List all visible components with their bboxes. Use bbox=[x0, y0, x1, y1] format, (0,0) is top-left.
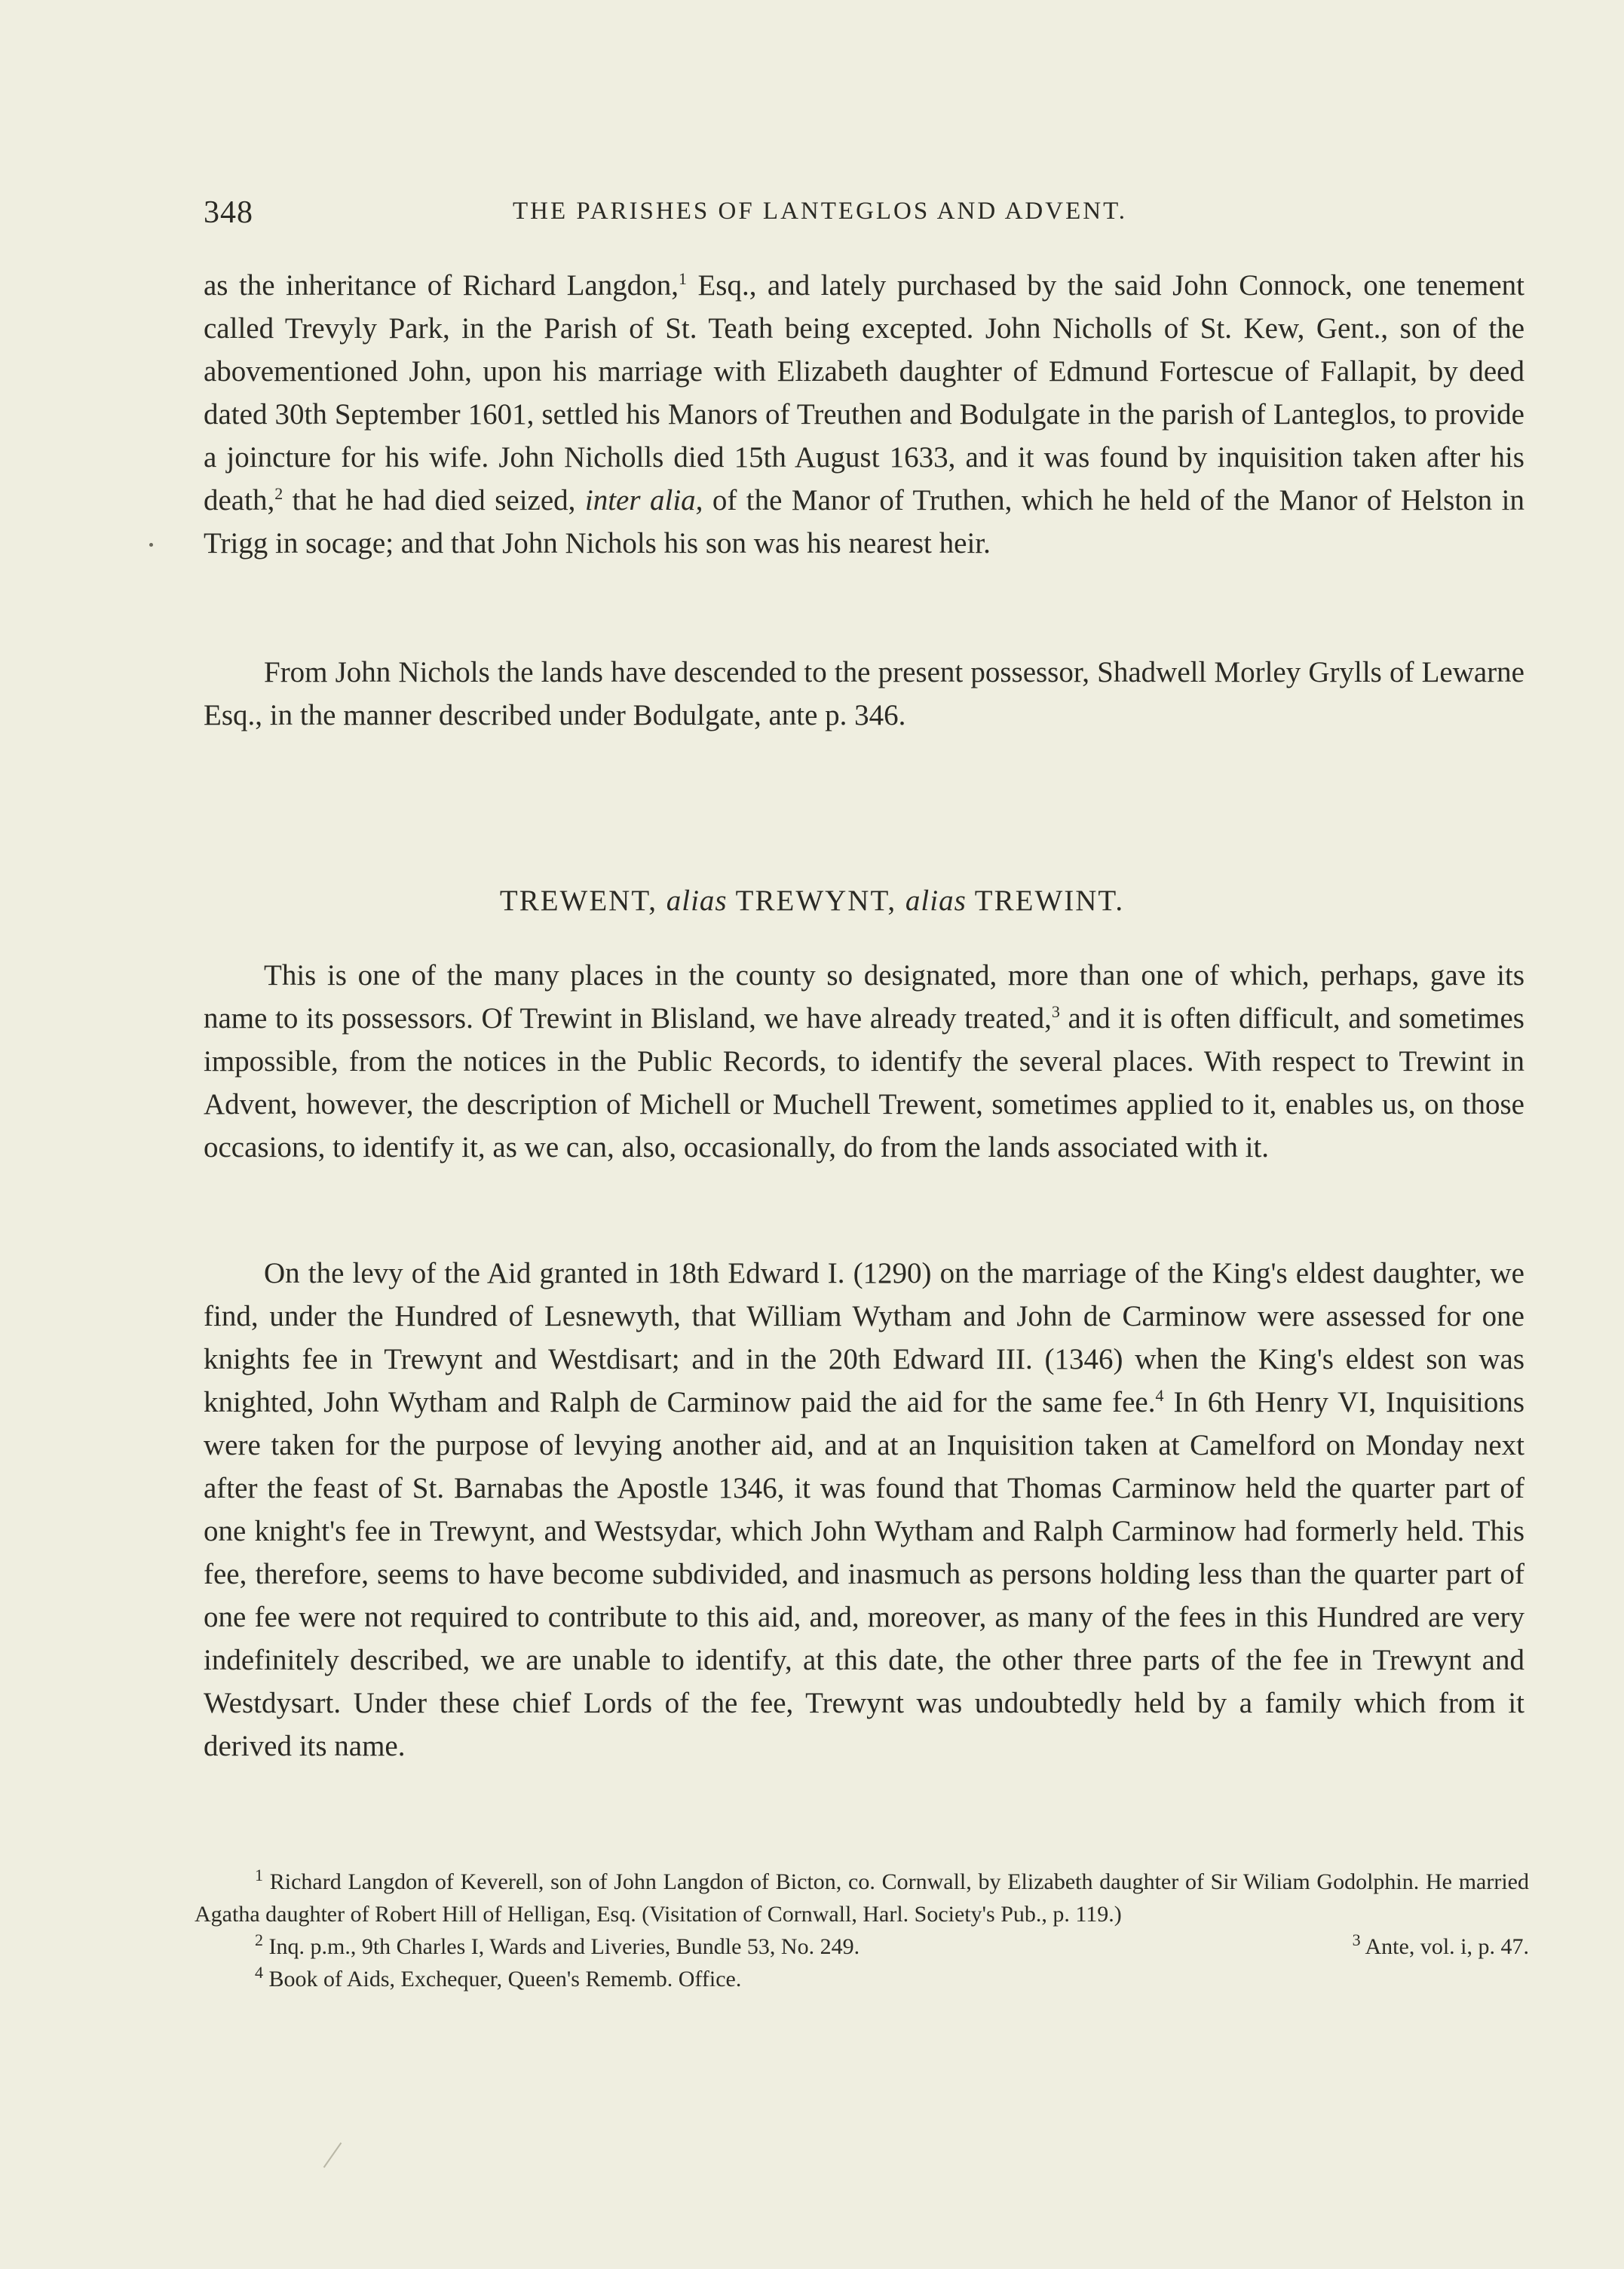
footnote-ref-3: 3 bbox=[1051, 1002, 1060, 1021]
page-number: 348 bbox=[204, 195, 253, 230]
paragraph-descent: From John Nichols the lands have descended to the present possessor, Shadwell Morley Grylls of Lewarne Esq., in the manner described under Bodulgate, ante p. 346. bbox=[204, 656, 1524, 731]
footnote-3: $^3$ Ante, vol. i, p. 47. bbox=[1352, 1930, 1529, 1959]
running-title: THE PARISHES OF LANTEGLOS AND ADVENT. bbox=[513, 198, 1128, 225]
footnote-1: $^1$ Richard Langdon of Keverell, son of John Langdon of Bicton, co. Cornwall, by Elizabeth daughter of Sir Wiliam Godolphin. He married Agatha daughter of Robert Hill of Helligan, Esq. (Visitation of Cornwall, Harl. Society's Pub., p. 119.) bbox=[195, 1866, 1529, 1927]
section-heading: TREWENT, alias TREWYNT, alias TREWINT. bbox=[499, 885, 1125, 917]
margin-dot bbox=[149, 543, 153, 547]
footnote-4: $^4$ Book of Aids, Exchequer, Queen's Rememb. Office. bbox=[255, 1963, 742, 1992]
footnote-ref-1: 1 bbox=[678, 269, 687, 288]
footnotes bbox=[195, 1866, 1529, 1995]
stray-mark bbox=[323, 2142, 342, 2168]
footnote-ref-4: 4 bbox=[1155, 1386, 1164, 1405]
paragraph-aid-levy: On the levy of the Aid granted in 18th Edward I. (1290) on the marriage of the King's eldest daughter, we find, under the Hundred of Lesnewyth, that William Wytham and John de Carminow were assessed for one knights fee in Trewynt and Westdisart; and in the 20th Edward III. (1346) when the King's eldest son was knighted, John Wytham and Ralph de Carminow paid the aid for the same fee.$^4$ In 6th Henry VI, Inquisitions were taken for the purpose of levying another aid, and at an Inquisition taken at Camelford on Monday next after the feast of St. Barnabas the Apostle 1346, it was found that Thomas Carminow held the quarter part of one knight's fee in Trewynt, and Westsydar, which John Wytham and Ralph Carminow had formerly held. This fee, therefore, seems to have become subdivided, and inasmuch as persons holding less than the quarter part of one fee were not required to contribute to this aid, and, moreover, as many of the fees in this Hundred are very indefinitely described, we are unable to identify, at this date, the other three parts of the fee in Trewynt and Westdysart. Under these chief Lords of the fee, Trewynt was undoubtedly held by a family which from it derived its name. bbox=[204, 1257, 1524, 1762]
paragraph-trewint-intro: This is one of the many places in the county so designated, more than one of which, perhaps, gave its name to its possessors. Of Trewint in Blisland, we have already treated,$^3$ and it is often difficult, and sometimes impossible, from the notices in the Public Records, to identify the several places. With respect to Trewint in Advent, however, the description of Michell or Muchell Trewent, sometimes applied to it, enables us, on those occasions, to identify it, as we can, also, occasionally, do from the lands associated with it. bbox=[204, 959, 1524, 1164]
page-header bbox=[204, 195, 1531, 240]
footnote-row-2-3 bbox=[195, 1930, 1529, 1963]
footnote-ref-2: 2 bbox=[274, 484, 283, 503]
paragraph-continuation: as the inheritance of Richard Langdon,$^1$ Esq., and lately purchased by the said John Connock, one tenement called Trevyly Park, in the Parish of St. Teath being excepted. John Nicholls of St. Kew, Gent., son of the abovementioned John, upon his marriage with Elizabeth daughter of Edmund Fortescue of Fallapit, by deed dated 30th September 1601, settled his Manors of Treuthen and Bodulgate in the parish of Lanteglos, to provide a joincture for his wife. John Nicholls died 15th August 1633, and it was found by inquisition taken after his death,$^2$ that he had died seized, inter alia, of the Manor of Truthen, which he held of the Manor of Helston in Trigg in socage; and that John Nichols his son was his nearest heir. bbox=[204, 269, 1524, 560]
footnote-2: $^2$ Inq. p.m., 9th Charles I, Wards and Liveries, Bundle 53, No. 249. bbox=[255, 1930, 860, 1959]
